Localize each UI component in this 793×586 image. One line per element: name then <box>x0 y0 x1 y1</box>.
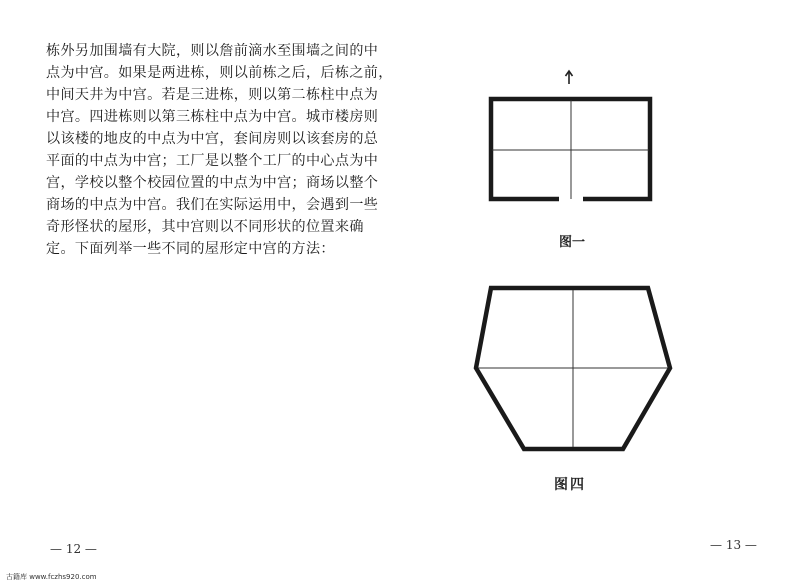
text-line: 平面的中点为中宫；工厂是以整个工厂的中心点为中 <box>46 153 379 169</box>
left-page <box>0 0 396 586</box>
text-line: 点为中宫。如果是两进栋，则以前栋之后，后栋之前， <box>46 65 393 81</box>
text-line: 以该楼的地皮的中点为中宫，套间房则以该套房的总 <box>46 131 379 147</box>
text-line: 商场的中点为中宫。我们在实际运用中，会遇到一些 <box>46 197 379 213</box>
footer-url: 古籍库 www.fczhs920.com <box>6 573 97 581</box>
text-line: 奇形怪状的屋形，其中宫则以不同形状的位置来确 <box>46 219 364 235</box>
body-text <box>46 40 393 260</box>
figure-4-diagram <box>396 0 596 200</box>
text-line: 栋外另加围墙有大院，则以詹前滴水至围墙之间的中 <box>46 43 379 59</box>
right-page <box>396 0 793 586</box>
figure-4-label: 图四 <box>554 477 586 493</box>
page-number-left: — 12 — <box>50 542 97 556</box>
page-number-right: — 13 — <box>710 538 757 552</box>
text-line: 宫，学校以整个校园位置的中点为中宫；商场以整个 <box>46 175 379 191</box>
figure-1-label: 图一 <box>559 235 586 250</box>
text-line: 定。下面列举一些不同的屋形定中宫的方法： <box>46 241 335 257</box>
text-line: 中间天井为中宫。若是三进栋，则以第二栋柱中点为 <box>46 87 379 103</box>
text-line: 中宫。四进栋则以第三栋柱中点为中宫。城市楼房则 <box>46 109 379 125</box>
